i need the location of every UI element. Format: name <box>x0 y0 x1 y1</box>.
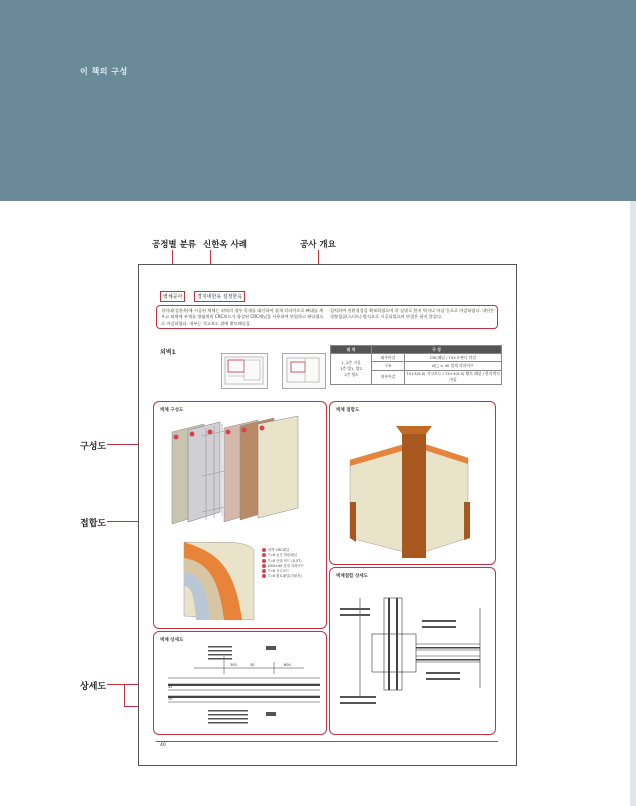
legend-item-label: 외벽 CRC패널 <box>268 548 290 552</box>
corner-joint-drawing <box>330 402 495 564</box>
exploded-layers-drawing <box>154 402 326 628</box>
spec-location-line: 1층 방1, 방2 <box>340 365 362 371</box>
header-banner <box>0 0 636 201</box>
spec-location-line: 1, 2층 거실 <box>341 359 361 365</box>
floor-plan-2 <box>282 353 326 389</box>
dim-label: 30 <box>168 697 173 701</box>
footer-rule <box>156 741 498 742</box>
wall-detail-box <box>153 631 327 735</box>
spec-cell: 내부마감 <box>372 370 405 384</box>
callout-assembly: 접합도 <box>80 519 107 529</box>
joint-detail-drawing <box>330 568 495 734</box>
wall-detail-box-title: 벽체 상세도 <box>160 638 184 643</box>
dim-label: 600 <box>284 663 291 667</box>
spec-cell: 구조 <box>372 362 405 370</box>
section-title: 외벽1 <box>160 349 176 356</box>
composition-box <box>153 401 327 629</box>
legend-item-label: T=8 석고보드 <box>268 569 290 574</box>
spec-table <box>330 345 502 385</box>
legend-item <box>262 574 304 579</box>
floor-plan-1 <box>221 353 268 389</box>
legend-item-label: T=6 황토패널(친환경) <box>268 574 302 579</box>
spec-header-composition: 구 성 <box>372 346 502 354</box>
tag-process: 벽체공사 <box>160 291 185 302</box>
assembly-box <box>329 401 496 565</box>
spec-location-cell <box>331 354 372 385</box>
spec-header-location: 위 치 <box>331 346 372 354</box>
floor-plan-1-drawing <box>222 354 267 388</box>
tag-example: 경지네한유 설정한옥 <box>194 291 245 302</box>
legend-item-label: T=8 단열 비드 (0.5T) <box>268 558 302 563</box>
banner-title: 이 책의 구성 <box>80 67 128 76</box>
composition-legend <box>262 548 304 580</box>
spec-cell: CRC패널 / T4+3 판다 마감 <box>405 354 502 362</box>
sample-page <box>138 264 517 766</box>
intro-text-right: 설치하여 친환경성을 확보하였으며 각 실별로 한지 벽지나 마감 등으로 마감하였다. 내단은 경량철골(스터드) 방식으로 시공되었으며 단열은 하지 않았다. <box>330 308 495 320</box>
callout-overview: 공사 개요 <box>300 240 336 250</box>
page-number: 40 <box>160 743 166 748</box>
spec-cell: 외부마감 <box>372 354 405 362</box>
intro-text-left: 경지네(설한옥)에 시공된 벽체는 외벽의 경우 목재를 대신하여 철재 각파이프로 뼈대를 세우고 외벽에 부재를 방염처리 CRC보드가 합성된 CRC패널을 사용하여 단열하고 판다였으로 마감하였다. 내부는 석고보드 위에 황토패널을 <box>161 308 324 326</box>
callout-process: 공정별 분류 <box>152 240 197 250</box>
legend-item-label: Ø40×40 철재 각파이프 <box>268 563 304 568</box>
spec-cell: T4+3(5.0) 석고보드 / T4+3(0.5) 황토 패널 / 한지벽지 마감 <box>405 370 502 384</box>
callout-composition: 구성도 <box>80 442 107 452</box>
joint-detail-box <box>329 567 496 735</box>
spec-cell: Ø□ × 40 철재 각파이프 <box>405 362 502 370</box>
page-edge <box>630 201 636 806</box>
spec-location-line: 2층 방3 <box>344 371 358 377</box>
dim-label: 300 <box>230 663 237 667</box>
callout-detail: 상세도 <box>80 682 107 692</box>
legend-item-label: T=8 높은 합판패널 <box>268 553 297 558</box>
callout-example: 신한옥 사례 <box>203 240 248 250</box>
assembly-box-title: 벽체 접합도 <box>336 408 360 413</box>
wall-detail-drawing <box>154 632 326 734</box>
intro-box <box>156 305 498 329</box>
lead-line-detail-drop <box>124 684 125 706</box>
composition-box-title: 벽체 구성도 <box>160 408 184 413</box>
floor-plan-2-drawing <box>283 354 325 388</box>
dim-label: 30 <box>250 663 255 667</box>
joint-detail-box-title: 벽체접합 상세도 <box>336 574 368 579</box>
dim-label: 45 <box>168 685 173 689</box>
